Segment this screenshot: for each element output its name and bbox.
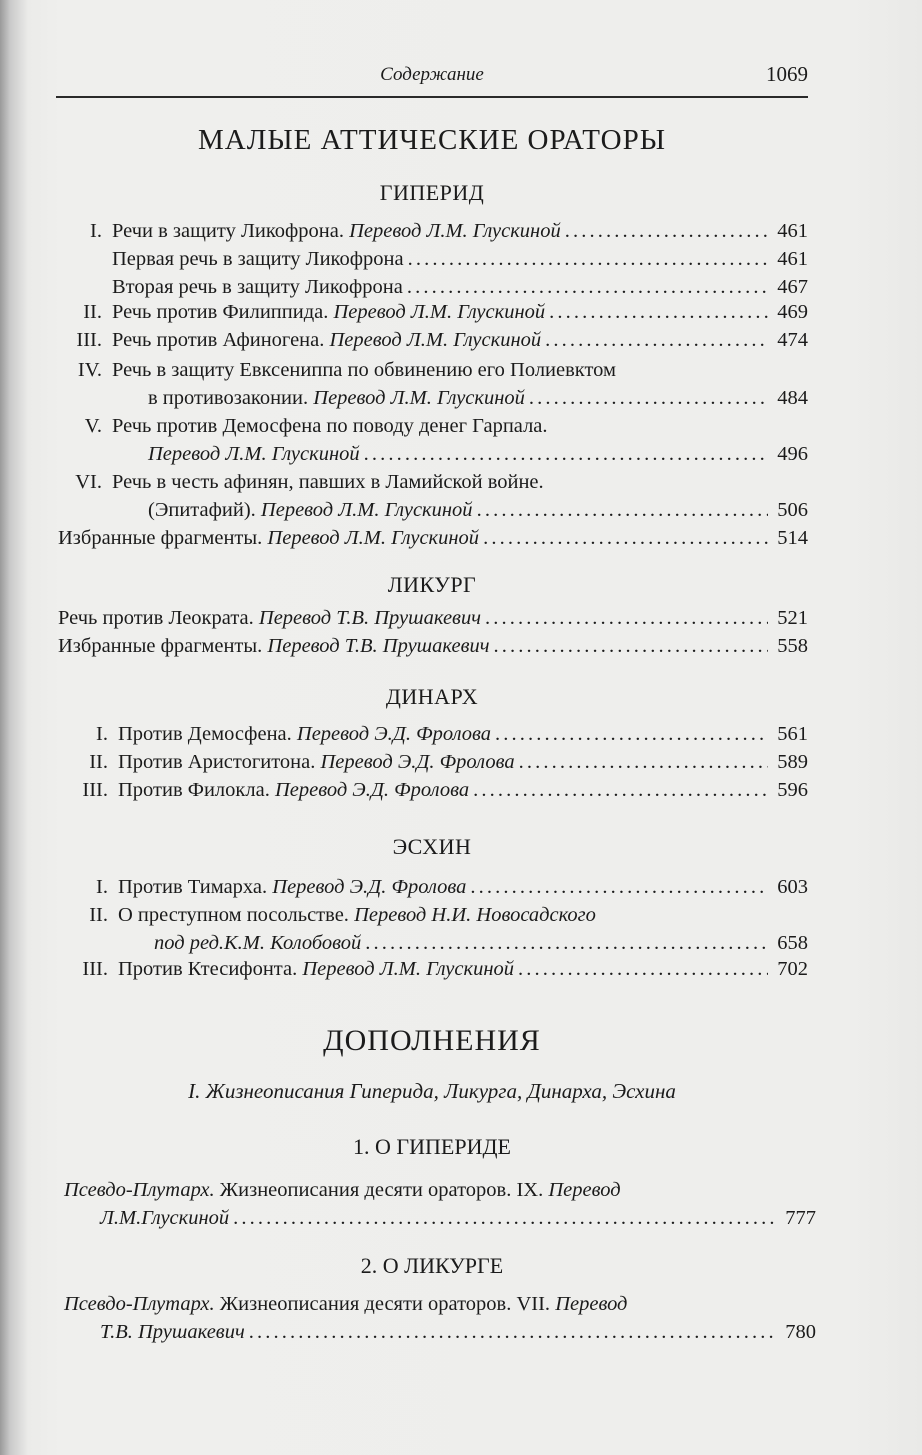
- entry-title: Вторая речь в защиту Ликофрона: [112, 276, 403, 298]
- entry-page: 467: [777, 276, 808, 298]
- toc-entry-continuation[interactable]: [148, 440, 808, 468]
- leader-dots: [565, 217, 768, 245]
- entry-author: Псевдо-Плутарх.: [64, 1179, 215, 1201]
- toc-entry[interactable]: [75, 468, 808, 496]
- entry-translator: Перевод Л.М. Глускиной: [267, 527, 480, 549]
- entry-number: II.: [83, 301, 102, 323]
- entry-translator: Перевод Л.М. Глускиной: [148, 443, 360, 465]
- leader-dots: [364, 440, 768, 468]
- entry-translator: Перевод Э.Д. Фролова: [272, 876, 467, 898]
- leader-dots: [485, 604, 768, 632]
- entry-title: Против Тимарха.: [118, 876, 268, 898]
- entry-translator: Перевод Л.М. Глускиной: [260, 499, 473, 521]
- entry-translator: Перевод Н.И. Новосадского: [354, 904, 596, 926]
- entry-number: IV.: [77, 359, 102, 381]
- entry-title: Речи в защиту Ликофрона.: [112, 220, 344, 242]
- entry-page: 461: [777, 220, 808, 242]
- toc-entry-continuation[interactable]: [154, 929, 808, 957]
- entry-page: 603: [777, 876, 808, 898]
- entry-title: Избранные фрагменты.: [58, 527, 263, 549]
- page-number: 1069: [766, 62, 808, 86]
- entry-title: Избранные фрагменты.: [58, 635, 263, 657]
- leader-dots: [473, 776, 768, 804]
- entry-translator: Перевод Л.М. Глускиной: [333, 301, 546, 323]
- toc-entry[interactable]: [112, 273, 808, 301]
- leader-dots: [494, 632, 769, 660]
- section-heading-supplements: ДОПОЛНЕНИЯ: [323, 1024, 541, 1057]
- toc-entry[interactable]: [90, 217, 808, 245]
- entry-page: 496: [777, 443, 808, 465]
- entry-translator: Перевод Э.Д. Фролова: [296, 723, 492, 745]
- toc-entry[interactable]: [58, 524, 808, 552]
- subsection-heading-hyperides: 1. О ГИПЕРИДЕ: [353, 1134, 511, 1159]
- entry-translator: Перевод Э.Д. Фролова: [274, 779, 470, 801]
- entry-title: Речь против Демосфена по поводу денег Гарпала.: [112, 415, 548, 437]
- leader-dots: [233, 1204, 776, 1232]
- entry-page: 658: [777, 932, 808, 954]
- entry-number: III.: [76, 329, 102, 351]
- section-heading-lycurgus: ЛИКУРГ: [387, 572, 477, 597]
- leader-dots: [365, 929, 768, 957]
- entry-title: Речь против Филиппида.: [112, 301, 329, 323]
- entry-page: 777: [785, 1207, 816, 1229]
- subsection-heading-lycurgus: 2. О ЛИКУРГЕ: [360, 1253, 504, 1278]
- toc-entry[interactable]: [82, 776, 808, 804]
- leader-dots: [545, 326, 768, 354]
- leader-dots: [519, 748, 768, 776]
- toc-entry[interactable]: [58, 632, 808, 660]
- toc-entry[interactable]: [89, 901, 808, 929]
- entry-translator: Перевод Т.В. Прушакевич: [258, 607, 481, 629]
- toc-entry[interactable]: [76, 326, 808, 354]
- running-header: [56, 58, 808, 98]
- entry-page: 506: [777, 499, 808, 521]
- toc-entry[interactable]: [64, 1290, 816, 1318]
- section-heading-dinarchus: ДИНАРХ: [385, 684, 479, 709]
- entry-page: 558: [777, 635, 808, 657]
- supplements-subheading: I. Жизнеописания Гиперида, Ликурга, Динарха, Эсхина: [188, 1079, 676, 1103]
- running-title: Содержание: [380, 64, 484, 85]
- entry-translator: Перевод Л.М. Глускиной: [349, 220, 561, 242]
- leader-dots: [549, 298, 768, 326]
- entry-page: 474: [777, 329, 808, 351]
- entry-title: Против Филокла.: [118, 779, 270, 801]
- entry-title: Речь против Леократа.: [58, 607, 254, 629]
- entry-translator: Перевод: [555, 1293, 628, 1315]
- entry-page: 484: [777, 387, 808, 409]
- entry-translator: Перевод Л.М. Глускиной: [302, 958, 515, 980]
- entry-page: 561: [777, 723, 808, 745]
- toc-entry[interactable]: [96, 873, 808, 901]
- leader-dots: [249, 1318, 776, 1346]
- entry-number: III.: [82, 779, 108, 801]
- entry-translator: Перевод Т.В. Прушакевич: [267, 635, 490, 657]
- entry-title: Против Ктесифонта.: [118, 958, 298, 980]
- entry-title: Речь в защиту Евксениппа по обвинению его Полиевктом: [112, 359, 617, 381]
- toc-entry[interactable]: [77, 356, 808, 384]
- entry-translator: Л.М.Глускиной: [100, 1207, 230, 1229]
- entry-page: 514: [777, 527, 808, 549]
- entry-translator: Перевод Л.М. Глускиной: [313, 387, 525, 409]
- entry-title: Первая речь в защиту Ликофрона: [112, 248, 404, 270]
- entry-title: Жизнеописания десяти ораторов. VII.: [219, 1293, 551, 1315]
- leader-dots: [408, 245, 768, 273]
- leader-dots: [470, 873, 768, 901]
- main-title: МАЛЫЕ АТТИЧЕСКИЕ ОРАТОРЫ: [197, 124, 667, 156]
- entry-number: V.: [84, 415, 102, 437]
- entry-title: О преступном посольстве.: [118, 904, 349, 926]
- entry-page: 461: [777, 248, 808, 270]
- entry-number: I.: [96, 723, 108, 745]
- toc-entry[interactable]: [112, 245, 808, 273]
- entry-title: в противозаконии.: [148, 387, 309, 409]
- entry-translator: Т.В. Прушакевич: [100, 1321, 245, 1343]
- section-heading-hyperides: ГИПЕРИД: [379, 180, 485, 205]
- entry-number: I.: [90, 220, 102, 242]
- entry-number: III.: [82, 958, 108, 980]
- toc-entry[interactable]: [89, 748, 808, 776]
- leader-dots: [483, 524, 768, 552]
- entry-page: 780: [785, 1321, 816, 1343]
- entry-page: 469: [777, 301, 808, 323]
- toc-entry[interactable]: [96, 720, 808, 748]
- entry-number: II.: [89, 904, 108, 926]
- entry-page: 589: [777, 751, 808, 773]
- entry-translator: Перевод Э.Д. Фролова: [320, 751, 515, 773]
- entry-title: Против Демосфена.: [118, 723, 292, 745]
- entry-translator: под ред.К.М. Колобовой: [154, 932, 362, 954]
- entry-title: Речь против Афиногена.: [112, 329, 325, 351]
- entry-page: 702: [777, 958, 808, 980]
- entry-author: Псевдо-Плутарх.: [64, 1293, 215, 1315]
- toc-entry-continuation[interactable]: [148, 384, 808, 412]
- entry-title: Против Аристогитона.: [118, 751, 316, 773]
- entry-title: (Эпитафий).: [148, 499, 256, 521]
- entry-title: Речь в честь афинян, павших в Ламийской войне.: [112, 471, 544, 493]
- leader-dots: [407, 273, 768, 301]
- entry-number: I.: [96, 876, 108, 898]
- entry-translator: Перевод: [548, 1179, 621, 1201]
- toc-entry[interactable]: [84, 412, 808, 440]
- toc-entry-continuation[interactable]: [148, 496, 808, 524]
- entry-title: Жизнеописания десяти ораторов. IX.: [219, 1179, 544, 1201]
- leader-dots: [518, 955, 768, 983]
- toc-entry[interactable]: [82, 955, 808, 983]
- leader-dots: [529, 384, 768, 412]
- toc-entry-continuation[interactable]: [100, 1318, 816, 1346]
- toc-entry-continuation[interactable]: [100, 1204, 816, 1232]
- leader-dots: [495, 720, 768, 748]
- entry-number: II.: [89, 751, 108, 773]
- toc-entry[interactable]: [83, 298, 808, 326]
- entry-page: 521: [777, 607, 808, 629]
- entry-translator: Перевод Л.М. Глускиной: [329, 329, 542, 351]
- toc-entry[interactable]: [58, 604, 808, 632]
- entry-number: VI.: [75, 471, 102, 493]
- leader-dots: [477, 496, 768, 524]
- section-heading-aeschines: ЭСХИН: [392, 834, 472, 859]
- toc-entry[interactable]: [64, 1176, 816, 1204]
- entry-page: 596: [777, 779, 808, 801]
